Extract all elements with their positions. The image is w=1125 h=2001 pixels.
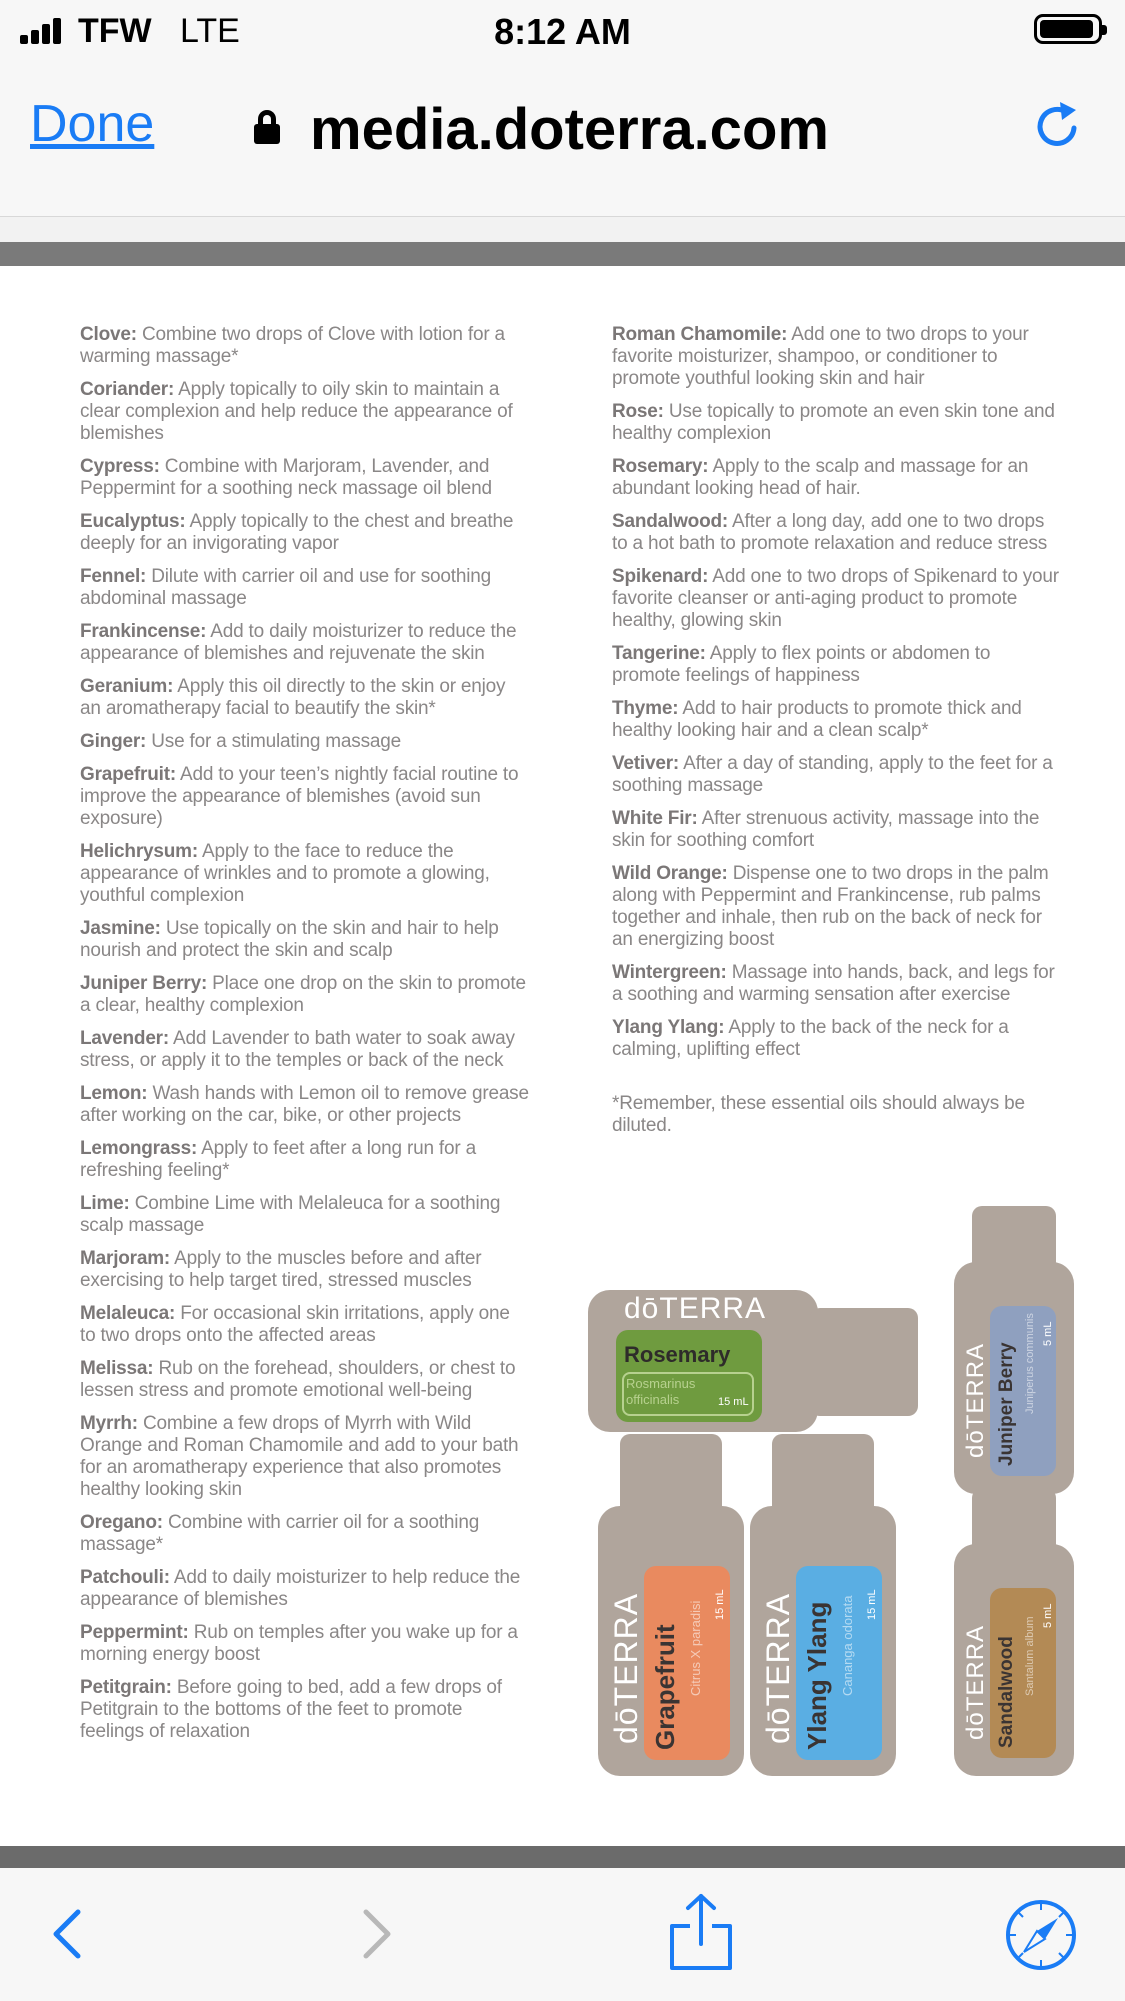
grapefruit-label-size: 15 mL bbox=[714, 1589, 726, 1620]
oil-usage: Apply to feet after a long run for a refreshing feeling* bbox=[80, 1138, 476, 1181]
juniper-label-latin: Juniperus communis bbox=[1024, 1313, 1036, 1414]
oil-name: Sandalwood: bbox=[612, 511, 729, 532]
oil-name: Myrrh: bbox=[80, 1413, 138, 1434]
ylang-label-latin: Cananga odorata bbox=[840, 1595, 855, 1696]
oil-usage: Combine Lime with Melaleuca for a soothing scalp massage bbox=[80, 1193, 501, 1236]
oil-usage: Apply this oil directly to the skin or enjoy an aromatherapy facial to beautify the skin* bbox=[80, 676, 506, 719]
oil-usage: Dilute with carrier oil and use for soothing abdominal massage bbox=[80, 566, 491, 609]
oil-name: Melaleuca: bbox=[80, 1303, 176, 1324]
oil-name: Clove: bbox=[80, 324, 137, 345]
oil-name: Marjoram: bbox=[80, 1248, 171, 1269]
oil-usage: After a long day, add one to two drops to a hot bath to promote relaxation and reduce stress bbox=[612, 511, 1048, 554]
url-text: media.doterra.com bbox=[310, 97, 829, 162]
ylang-ylang-bottle bbox=[750, 1434, 896, 1776]
oil-name: Spikenard: bbox=[612, 566, 709, 587]
oil-entry bbox=[80, 1358, 530, 1402]
oil-entry bbox=[80, 1248, 530, 1292]
oil-name: Lemongrass: bbox=[80, 1138, 198, 1159]
oil-entry bbox=[612, 643, 1062, 687]
oil-usage: Apply topically to oily skin to maintain a clear complexion and help reduce the appearance of blemishes bbox=[80, 379, 513, 444]
oil-entry bbox=[612, 401, 1062, 445]
oil-usage: Use topically to promote an even skin tone and healthy complexion bbox=[612, 401, 1055, 444]
juniper-label-size: 5 mL bbox=[1042, 1321, 1054, 1346]
oil-entry bbox=[612, 863, 1062, 951]
rosemary-label-name: Rosemary bbox=[624, 1342, 731, 1367]
grapefruit-bottle bbox=[598, 1434, 744, 1776]
oil-entry bbox=[80, 676, 530, 720]
grapefruit-label bbox=[644, 1566, 730, 1760]
oil-usage: Add to hair products to promote thick and healthy looking hair and a clean scalp* bbox=[612, 698, 1022, 741]
oil-entry bbox=[612, 566, 1062, 632]
oil-usage: Combine with carrier oil for a soothing massage* bbox=[80, 1512, 480, 1555]
oil-entry bbox=[612, 962, 1062, 1006]
oil-entry bbox=[612, 1017, 1062, 1061]
oil-usage: Apply topically to the chest and breathe deeply for an invigorating vapor bbox=[80, 511, 514, 554]
status-time: 8:12 AM bbox=[494, 11, 631, 52]
oil-name: Rosemary: bbox=[612, 456, 709, 477]
oil-usage: Add Lavender to bath water to soak away stress, or apply it to the temples or back of the neck bbox=[80, 1028, 515, 1071]
sandalwood-label-size: 5 mL bbox=[1042, 1603, 1054, 1628]
oil-name: Vetiver: bbox=[612, 753, 680, 774]
oil-usage: Combine a few drops of Myrrh with Wild Orange and Roman Chamomile and add to your bath for an aromatherapy experience that also promotes healthy looking skin bbox=[80, 1413, 519, 1500]
oil-name: Geranium: bbox=[80, 676, 174, 697]
oil-name: Melissa: bbox=[80, 1358, 154, 1379]
oil-entry bbox=[80, 566, 530, 610]
rosemary-label-latin: Rosmarinus officinalis bbox=[626, 1376, 696, 1407]
oil-name: Lime: bbox=[80, 1193, 130, 1214]
oil-usage: Apply to flex points or abdomen to promote feelings of happiness bbox=[612, 643, 991, 686]
oil-name: Juniper Berry: bbox=[80, 973, 208, 994]
rosemary-brand-logo: dōTERRA bbox=[624, 1292, 767, 1325]
oil-entry bbox=[80, 1303, 530, 1347]
oil-name: Rose: bbox=[612, 401, 664, 422]
sandalwood-label bbox=[990, 1588, 1056, 1758]
oil-name: Frankincense: bbox=[80, 621, 207, 642]
oil-entry bbox=[80, 731, 530, 753]
oil-usage: Before going to bed, add a few drops of Petitgrain to the bottoms of the feet to promote feelings of relaxation bbox=[80, 1677, 502, 1742]
oil-entry bbox=[80, 511, 530, 555]
juniper-berry-bottle bbox=[954, 1206, 1074, 1496]
oil-name: Lemon: bbox=[80, 1083, 148, 1104]
oil-name: Wild Orange: bbox=[612, 863, 728, 884]
battery-icon bbox=[1034, 14, 1102, 44]
browser-toolbar bbox=[0, 1868, 1125, 2001]
oil-name: Roman Chamomile: bbox=[612, 324, 788, 345]
oil-usage: For occasional skin irritations, apply one to two drops onto the affected areas bbox=[80, 1303, 510, 1346]
document-page bbox=[0, 266, 1125, 1846]
rosemary-label bbox=[616, 1330, 762, 1422]
juniper-label bbox=[990, 1306, 1056, 1476]
status-bar bbox=[0, 0, 1125, 62]
oil-usage: Use topically on the skin and hair to help nourish and protect the skin and scalp bbox=[80, 918, 499, 961]
oil-entry bbox=[612, 808, 1062, 852]
viewer-divider-bottom bbox=[0, 1846, 1125, 1868]
grapefruit-brand-logo: dōTERRA bbox=[608, 1592, 644, 1744]
oil-usage: After a day of standing, apply to the feet for a soothing massage bbox=[612, 753, 1053, 796]
oil-usage: After strenuous activity, massage into the skin for soothing comfort bbox=[612, 808, 1040, 851]
oil-entry bbox=[612, 698, 1062, 742]
oil-usage: Add to daily moisturizer to reduce the appearance of blemishes and rejuvenate the skin bbox=[80, 621, 517, 664]
oil-entry bbox=[80, 764, 530, 830]
oil-entry bbox=[80, 973, 530, 1017]
oil-name: Fennel: bbox=[80, 566, 147, 587]
sandalwood-brand-logo: dōTERRA bbox=[962, 1624, 989, 1740]
grapefruit-label-name: Grapefruit bbox=[650, 1624, 680, 1750]
oil-usage: Add to daily moisturizer to help reduce the appearance of blemishes bbox=[80, 1567, 521, 1610]
oil-name: Oregano: bbox=[80, 1512, 163, 1533]
ylang-label-name: Ylang Ylang bbox=[802, 1601, 832, 1750]
oil-name: Grapefruit: bbox=[80, 764, 176, 785]
oil-usage: Combine two drops of Clove with lotion for a warming massage* bbox=[80, 324, 505, 367]
oil-entry bbox=[80, 1138, 530, 1182]
oil-entry bbox=[80, 1622, 530, 1666]
oil-name: Cypress: bbox=[80, 456, 160, 477]
oil-entry bbox=[612, 511, 1062, 555]
oil-usage: Apply to the muscles before and after exercising to help target tired, stressed muscles bbox=[80, 1248, 482, 1291]
oil-name: Patchouli: bbox=[80, 1567, 170, 1588]
grapefruit-label-latin: Citrus X paradisi bbox=[688, 1600, 703, 1696]
done-button[interactable]: Done bbox=[30, 95, 155, 153]
back-icon[interactable] bbox=[40, 1904, 100, 1964]
sandalwood-label-latin: Santalum album bbox=[1024, 1616, 1036, 1696]
oil-name: Lavender: bbox=[80, 1028, 170, 1049]
oil-name: Jasmine: bbox=[80, 918, 161, 939]
oil-usage: Combine with Marjoram, Lavender, and Peppermint for a soothing neck massage oil blend bbox=[80, 456, 492, 499]
oil-entries-right bbox=[612, 324, 1062, 1061]
oil-name: Eucalyptus: bbox=[80, 511, 186, 532]
rosemary-label-size: 15 mL bbox=[718, 1396, 749, 1408]
browser-nav-bar bbox=[0, 62, 1125, 217]
ylang-label bbox=[796, 1566, 882, 1760]
oil-usage: Rub on temples after you wake up for a morning energy boost bbox=[80, 1622, 518, 1665]
network-type: LTE bbox=[180, 12, 240, 50]
oil-name: Wintergreen: bbox=[612, 962, 727, 983]
oil-entry bbox=[80, 456, 530, 500]
oil-name: Petitgrain: bbox=[80, 1677, 172, 1698]
oil-usage: Massage into hands, back, and legs for a soothing and warming sensation after exercise bbox=[612, 962, 1055, 1005]
oil-usage: Add one to two drops to your favorite moisturizer, shampoo, or conditioner to promote youthful looking skin and hair bbox=[612, 324, 1029, 389]
oil-entry bbox=[80, 1512, 530, 1556]
oil-usage: Place one drop on the skin to promote a clear, healthy complexion bbox=[80, 973, 526, 1016]
oil-entry bbox=[80, 1083, 530, 1127]
sandalwood-label-name: Sandalwood bbox=[996, 1636, 1017, 1748]
oil-name: Tangerine: bbox=[612, 643, 706, 664]
oil-usage: Apply to the back of the neck for a calming, uplifting effect bbox=[612, 1017, 1009, 1060]
oil-entry bbox=[80, 621, 530, 665]
oil-name: Coriander: bbox=[80, 379, 175, 400]
sandalwood-bottle bbox=[954, 1488, 1074, 1776]
juniper-label-name: Juniper Berry bbox=[996, 1342, 1017, 1466]
oil-usage: Dispense one to two drops in the palm along with Peppermint and Frankincense, rub palms together and inhale, then rub on the back of neck for an energizing boost bbox=[612, 863, 1049, 950]
viewer-divider-top bbox=[0, 242, 1125, 266]
safari-compass-icon[interactable] bbox=[1004, 1898, 1078, 1972]
oil-name: Thyme: bbox=[612, 698, 679, 719]
oil-name: Peppermint: bbox=[80, 1622, 189, 1643]
juniper-brand-logo: dōTERRA bbox=[962, 1342, 989, 1458]
ylang-label-size: 15 mL bbox=[866, 1589, 878, 1620]
oil-entry bbox=[80, 1413, 530, 1501]
carrier-name: TFW bbox=[78, 12, 152, 50]
dilution-note: *Remember, these essential oils should always be diluted. bbox=[612, 1093, 1025, 1136]
oil-entry bbox=[80, 1677, 530, 1743]
oil-usage: Use for a stimulating massage bbox=[146, 731, 402, 752]
oil-usage: Add one to two drops of Spikenard to your favorite cleanser or anti-aging product to promote healthy, glowing skin bbox=[612, 566, 1059, 631]
oil-entry bbox=[80, 1567, 530, 1611]
oil-name: Ginger: bbox=[80, 731, 147, 752]
oil-entry bbox=[80, 1193, 530, 1237]
share-icon[interactable] bbox=[666, 1892, 736, 1972]
forward-icon[interactable] bbox=[344, 1904, 404, 1964]
oil-entry bbox=[612, 753, 1062, 797]
oil-entry bbox=[80, 324, 530, 368]
oil-entry bbox=[80, 1028, 530, 1072]
oil-list-left bbox=[80, 324, 530, 1754]
oil-entry bbox=[80, 379, 530, 445]
oil-entry bbox=[612, 324, 1062, 390]
oil-list-right bbox=[612, 324, 1062, 1148]
oil-usage: Apply to the scalp and massage for an abundant looking head of hair. bbox=[612, 456, 1029, 499]
oil-name: White Fir: bbox=[612, 808, 698, 829]
oil-usage: Add to your teen’s nightly facial routine to improve the appearance of blemishes (avoid sun exposure) bbox=[80, 764, 519, 829]
oil-entry bbox=[80, 841, 530, 907]
oil-usage: Apply to the face to reduce the appearance of wrinkles and to promote a glowing, youthful complexion bbox=[80, 841, 490, 906]
reload-icon[interactable] bbox=[1030, 98, 1086, 154]
lock-icon bbox=[254, 110, 280, 142]
oil-name: Ylang Ylang: bbox=[612, 1017, 725, 1038]
oil-entry bbox=[612, 456, 1062, 500]
oil-name: Helichrysum: bbox=[80, 841, 198, 862]
ylang-brand-logo: dōTERRA bbox=[760, 1592, 796, 1744]
oil-entry bbox=[80, 918, 530, 962]
rosemary-bottle bbox=[588, 1290, 930, 1438]
oil-usage: Rub on the forehead, shoulders, or chest to lessen stress and promote emotional well-being bbox=[80, 1358, 516, 1401]
oil-usage: Wash hands with Lemon oil to remove grease after working on the car, bike, or other projects bbox=[80, 1083, 529, 1126]
